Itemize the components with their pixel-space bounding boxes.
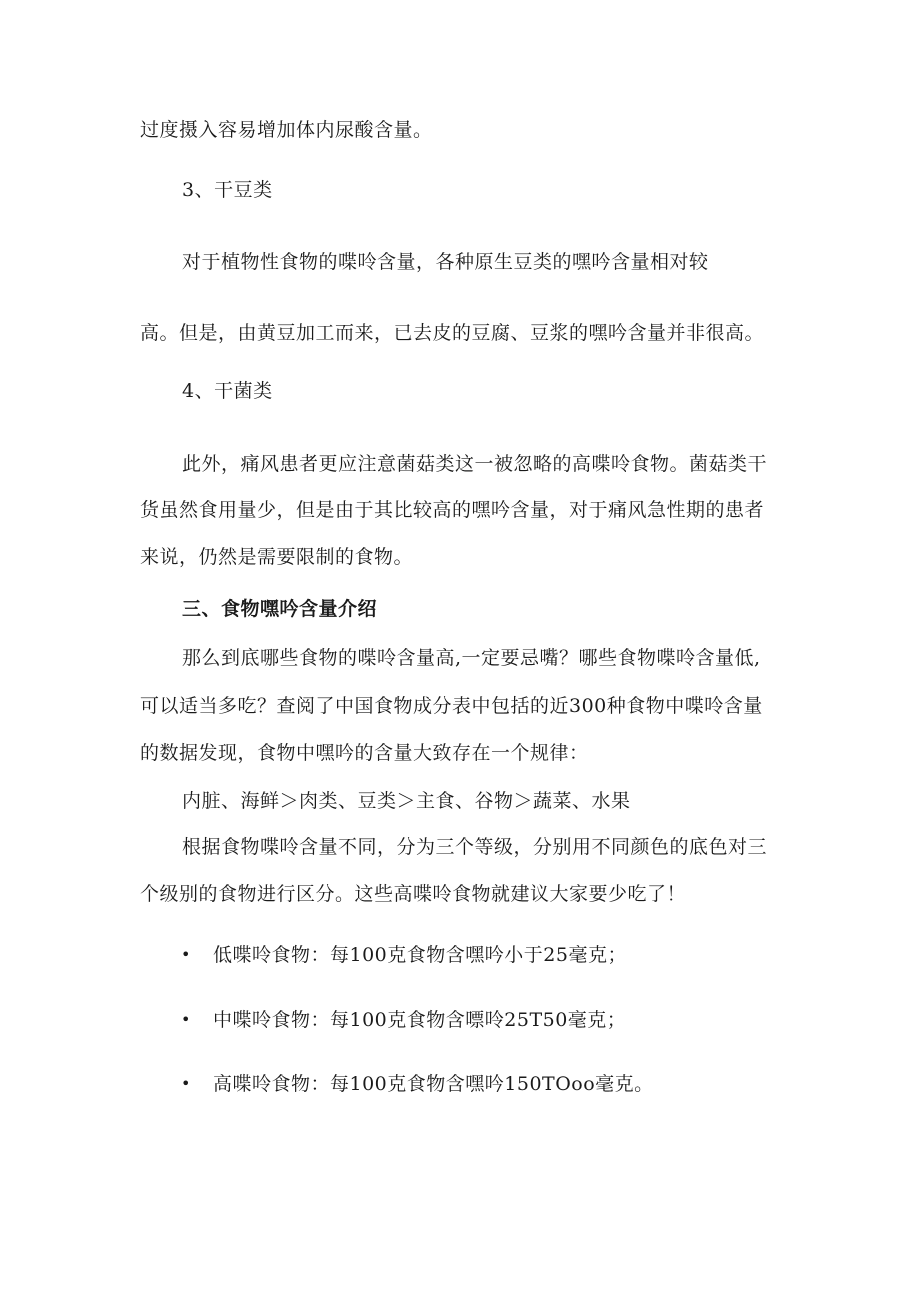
bullet-text: 高喋呤食物：每100克食物含嘿吟150TOoo毫克。 [213, 1073, 654, 1095]
bullet-icon: • [181, 1010, 191, 1029]
paragraph-line: 对于植物性食物的喋呤含量，各种原生豆类的嘿吟含量相对较 [182, 251, 709, 273]
section-heading: 3、干豆类 [182, 179, 273, 201]
paragraph-line: 的数据发现，食物中嘿吟的含量大致存在一个规律： [140, 742, 589, 764]
chapter-heading: 三、食物嘿吟含量介绍 [182, 598, 378, 620]
bullet-text: 中喋呤食物：每100克食物含嘌呤25T50毫克； [213, 1009, 627, 1031]
paragraph-line: 此外，痛风患者更应注意菌菇类这一被忽略的高喋呤食物。菌菇类干 [182, 453, 768, 475]
section-heading: 4、干菌类 [182, 380, 273, 402]
paragraph-line: 根据食物喋呤含量不同，分为三个等级，分别用不同颜色的底色对三 [182, 836, 768, 858]
paragraph-line: 来说，仍然是需要限制的食物。 [140, 546, 414, 568]
paragraph-line: 过度摄入容易增加体内尿酸含量。 [140, 119, 433, 141]
paragraph-line: 那么到底哪些食物的喋呤含量高,一定要忌嘴？哪些食物喋呤含量低, [182, 647, 761, 669]
paragraph-line: 货虽然食用量少，但是由于其比较高的嘿吟含量，对于痛风急性期的患者 [140, 499, 765, 521]
bullet-icon: • [181, 945, 191, 964]
paragraph-line: 个级别的食物进行区分。这些高喋呤食物就建议大家要少吃了！ [140, 883, 687, 905]
paragraph-line: 内脏、海鲜＞肉类、豆类＞主食、谷物＞蔬菜、水果 [182, 790, 631, 812]
bullet-text: 低喋呤食物：每100克食物含嘿吟小于25毫克； [213, 944, 627, 966]
paragraph-line: 高。但是，由黄豆加工而来，已去皮的豆腐、豆浆的嘿吟含量并非很高。 [140, 322, 765, 344]
paragraph-line: 可以适当多吃？查阅了中国食物成分表中包括的近300种食物中喋呤含量 [140, 695, 763, 717]
bullet-icon: • [181, 1074, 191, 1093]
